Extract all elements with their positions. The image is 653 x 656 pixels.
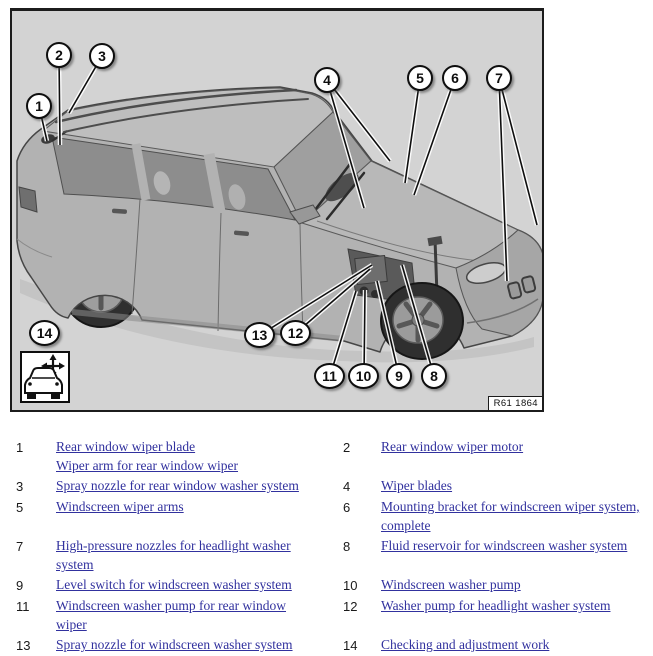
legend-link[interactable]: Fluid reservoir for windscreen washer system xyxy=(381,538,628,553)
callout-4[interactable]: 4 xyxy=(314,67,340,93)
legend-link[interactable]: High-pressure nozzles for headlight washer system xyxy=(56,538,291,572)
legend-link[interactable]: Level switch for windscreen washer system xyxy=(56,577,292,592)
legend-link[interactable]: Windscreen wiper arms xyxy=(56,499,184,514)
legend-link[interactable]: Wiper arm for rear window wiper xyxy=(56,458,239,473)
callout-13[interactable]: 13 xyxy=(244,322,275,348)
callout-6[interactable]: 6 xyxy=(442,65,468,91)
legend-number: 2 xyxy=(343,440,351,455)
legend-number: 8 xyxy=(343,539,351,554)
legend-row xyxy=(16,575,653,596)
callout-7[interactable]: 7 xyxy=(486,65,512,91)
legend-entry xyxy=(56,536,343,575)
legend-entry xyxy=(56,596,343,635)
legend-entry xyxy=(381,437,653,476)
legend-link[interactable]: Checking and adjustment work xyxy=(381,637,550,652)
callout-5[interactable]: 5 xyxy=(407,65,433,91)
legend-entry xyxy=(381,575,653,596)
callout-11[interactable]: 11 xyxy=(314,363,345,389)
legend-row xyxy=(16,497,653,536)
legend-number: 9 xyxy=(16,578,24,593)
callout-8[interactable]: 8 xyxy=(421,363,447,389)
legend-link[interactable]: Spray nozzle for windscreen washer system xyxy=(56,637,293,652)
callout-10[interactable]: 10 xyxy=(348,363,379,389)
legend-row xyxy=(16,596,653,635)
figure-reference: R61 1864 xyxy=(488,396,542,410)
legend-link[interactable]: Rear window wiper motor xyxy=(381,439,524,454)
legend-number: 7 xyxy=(16,539,24,554)
legend-link[interactable]: Washer pump for headlight washer system xyxy=(381,598,611,613)
legend-number: 4 xyxy=(343,479,351,494)
legend-entry xyxy=(56,476,343,497)
legend-link[interactable]: Rear window wiper blade xyxy=(56,439,196,454)
legend-number: 5 xyxy=(16,500,24,515)
callout-1[interactable]: 1 xyxy=(26,93,52,119)
callout-14[interactable]: 14 xyxy=(29,320,60,346)
legend-entry xyxy=(381,476,653,497)
legend-number: 1 xyxy=(16,440,24,455)
legend-entry xyxy=(56,497,343,536)
legend-entry xyxy=(381,536,653,575)
callout-12[interactable]: 12 xyxy=(280,320,311,346)
legend-link[interactable]: Windscreen washer pump xyxy=(381,577,521,592)
legend-entry xyxy=(381,596,653,635)
car-front-icon xyxy=(25,368,62,399)
legend-number: 12 xyxy=(343,599,358,614)
legend-row xyxy=(16,437,653,476)
legend-number: 11 xyxy=(16,599,30,614)
callout-9[interactable]: 9 xyxy=(386,363,412,389)
car-adjustment-icon xyxy=(22,353,68,401)
legend-entry xyxy=(56,575,343,596)
legend-link[interactable]: Windscreen washer pump for rear window wiper xyxy=(56,598,287,632)
legend-entry xyxy=(56,437,343,476)
callout-2[interactable]: 2 xyxy=(46,42,72,68)
legend-table xyxy=(16,437,653,656)
legend-entry xyxy=(381,497,653,536)
kidney-grille xyxy=(507,282,521,299)
legend-link[interactable]: Wiper blades xyxy=(381,478,453,493)
legend-number: 14 xyxy=(343,638,358,653)
legend-row xyxy=(16,536,653,575)
figure-frame xyxy=(10,8,544,412)
legend-number: 10 xyxy=(343,578,358,593)
legend-link[interactable]: Spray nozzle for rear window washer system xyxy=(56,478,299,493)
legend-link[interactable]: Mounting bracket for windscreen wiper system, complete xyxy=(381,499,640,533)
callout-3[interactable]: 3 xyxy=(89,43,115,69)
legend xyxy=(0,437,653,656)
legend-number: 13 xyxy=(16,638,31,653)
legend-number: 6 xyxy=(343,500,351,515)
checking-adjustment-icon[interactable] xyxy=(20,351,70,403)
legend-row xyxy=(16,476,653,497)
legend-number: 3 xyxy=(16,479,24,494)
kidney-grille xyxy=(521,276,535,293)
